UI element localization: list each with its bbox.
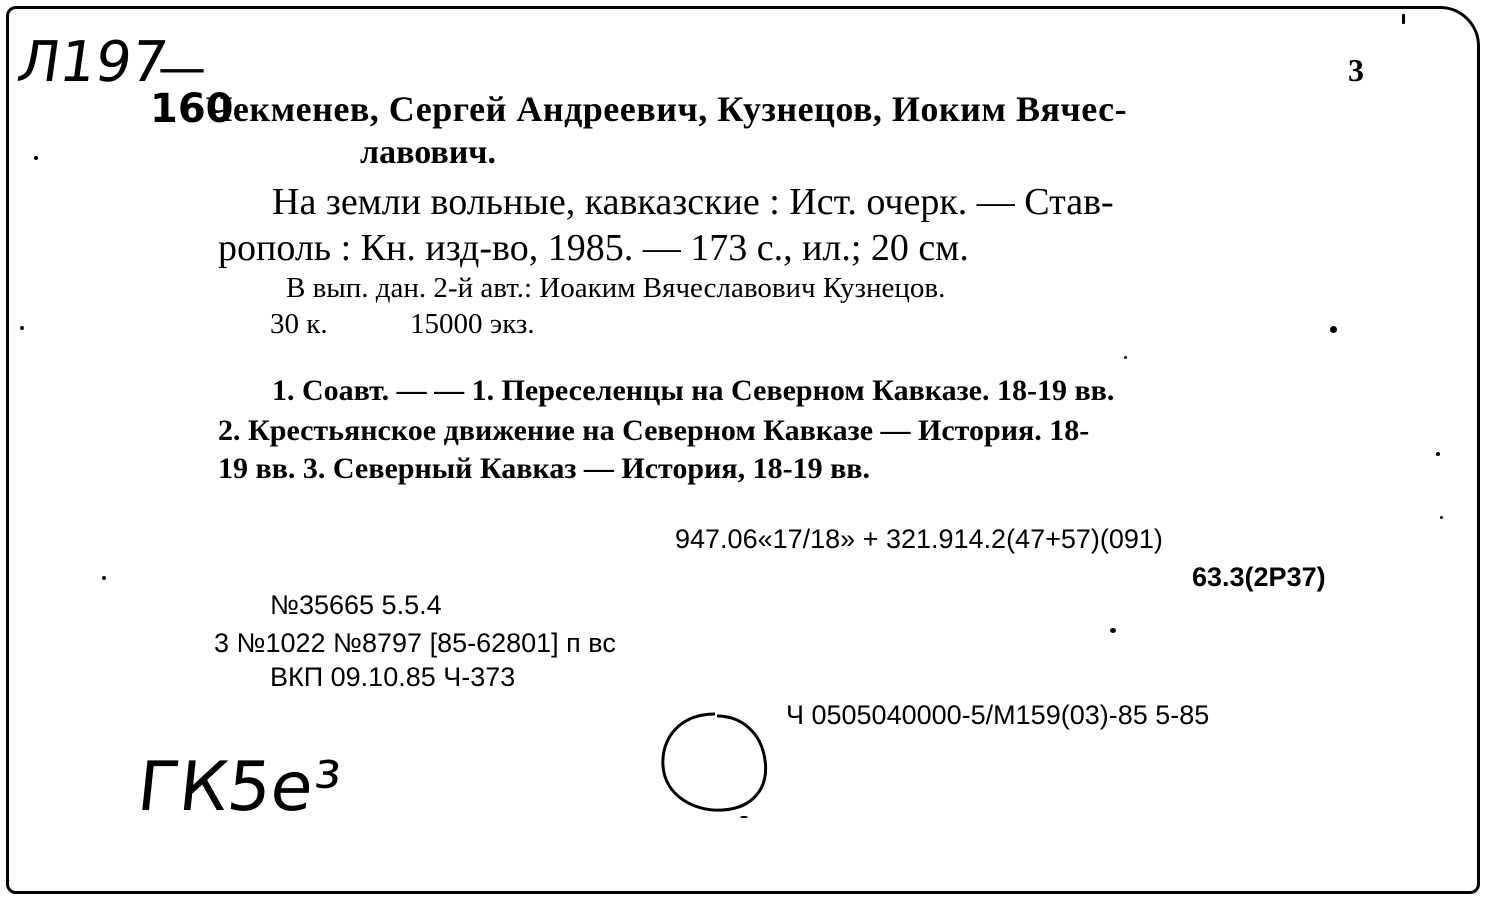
bbk-classification: 63.3(2Р37)	[1192, 562, 1326, 592]
udc-classification: 947.06«17/18» + 321.914.2(47+57)(091)	[675, 524, 1163, 554]
scan-speck	[1436, 452, 1440, 456]
title-line-1: На земли вольные, кавказские : Ист. очерк. — Став-	[272, 181, 1114, 223]
handwritten-call-number-dash: —	[158, 40, 206, 96]
registry-line-3: ВКП 09.10.85 Ч-373	[270, 662, 516, 692]
handwritten-shelf-mark: ГК5е³	[133, 748, 345, 827]
copies: 15000 экз.	[410, 308, 535, 340]
registry-line-2: 3 №1022 №8797 [85-62801] п вс	[214, 628, 616, 658]
author-heading-line-1: Чекменев, Сергей Андреевич, Кузнецов, Иоким Вячес-	[206, 89, 1128, 129]
scan-speck	[1440, 516, 1443, 519]
handwritten-call-number-bottom: 160	[150, 86, 234, 132]
scan-speck	[102, 576, 106, 580]
scan-speck	[740, 816, 748, 818]
handwritten-call-number-top: Л197	[13, 30, 172, 95]
scan-speck	[1124, 356, 1127, 359]
scan-speck	[20, 326, 24, 330]
page-number: 3	[1348, 52, 1364, 88]
author-heading-line-2: лавович.	[360, 134, 496, 171]
registry-line-1: №35665 5.5.4	[270, 590, 442, 620]
subjects-line-1: 1. Соавт. — — 1. Переселенцы на Северном Кавказе. 18-19 вв.	[272, 374, 1115, 407]
price: 30 к.	[270, 308, 328, 340]
index-code: Ч 0505040000-5/М159(03)-85 5-85	[786, 700, 1210, 730]
subjects-line-3: 19 вв. 3. Северный Кавказ — История, 18-19 вв.	[218, 452, 870, 485]
scan-speck	[1402, 14, 1405, 24]
scan-speck	[1110, 628, 1116, 633]
hand-drawn-circle	[655, 708, 775, 818]
scan-speck	[1330, 326, 1337, 333]
subjects-line-2: 2. Крестьянское движение на Северном Кавказе — История. 18-	[218, 414, 1090, 447]
author-note: В вып. дан. 2-й авт.: Иоаким Вячеславович Кузнецов.	[286, 272, 946, 304]
title-line-2: рополь : Кн. изд-во, 1985. — 173 с., ил.; 20 см.	[218, 227, 969, 269]
scan-speck	[34, 156, 38, 160]
